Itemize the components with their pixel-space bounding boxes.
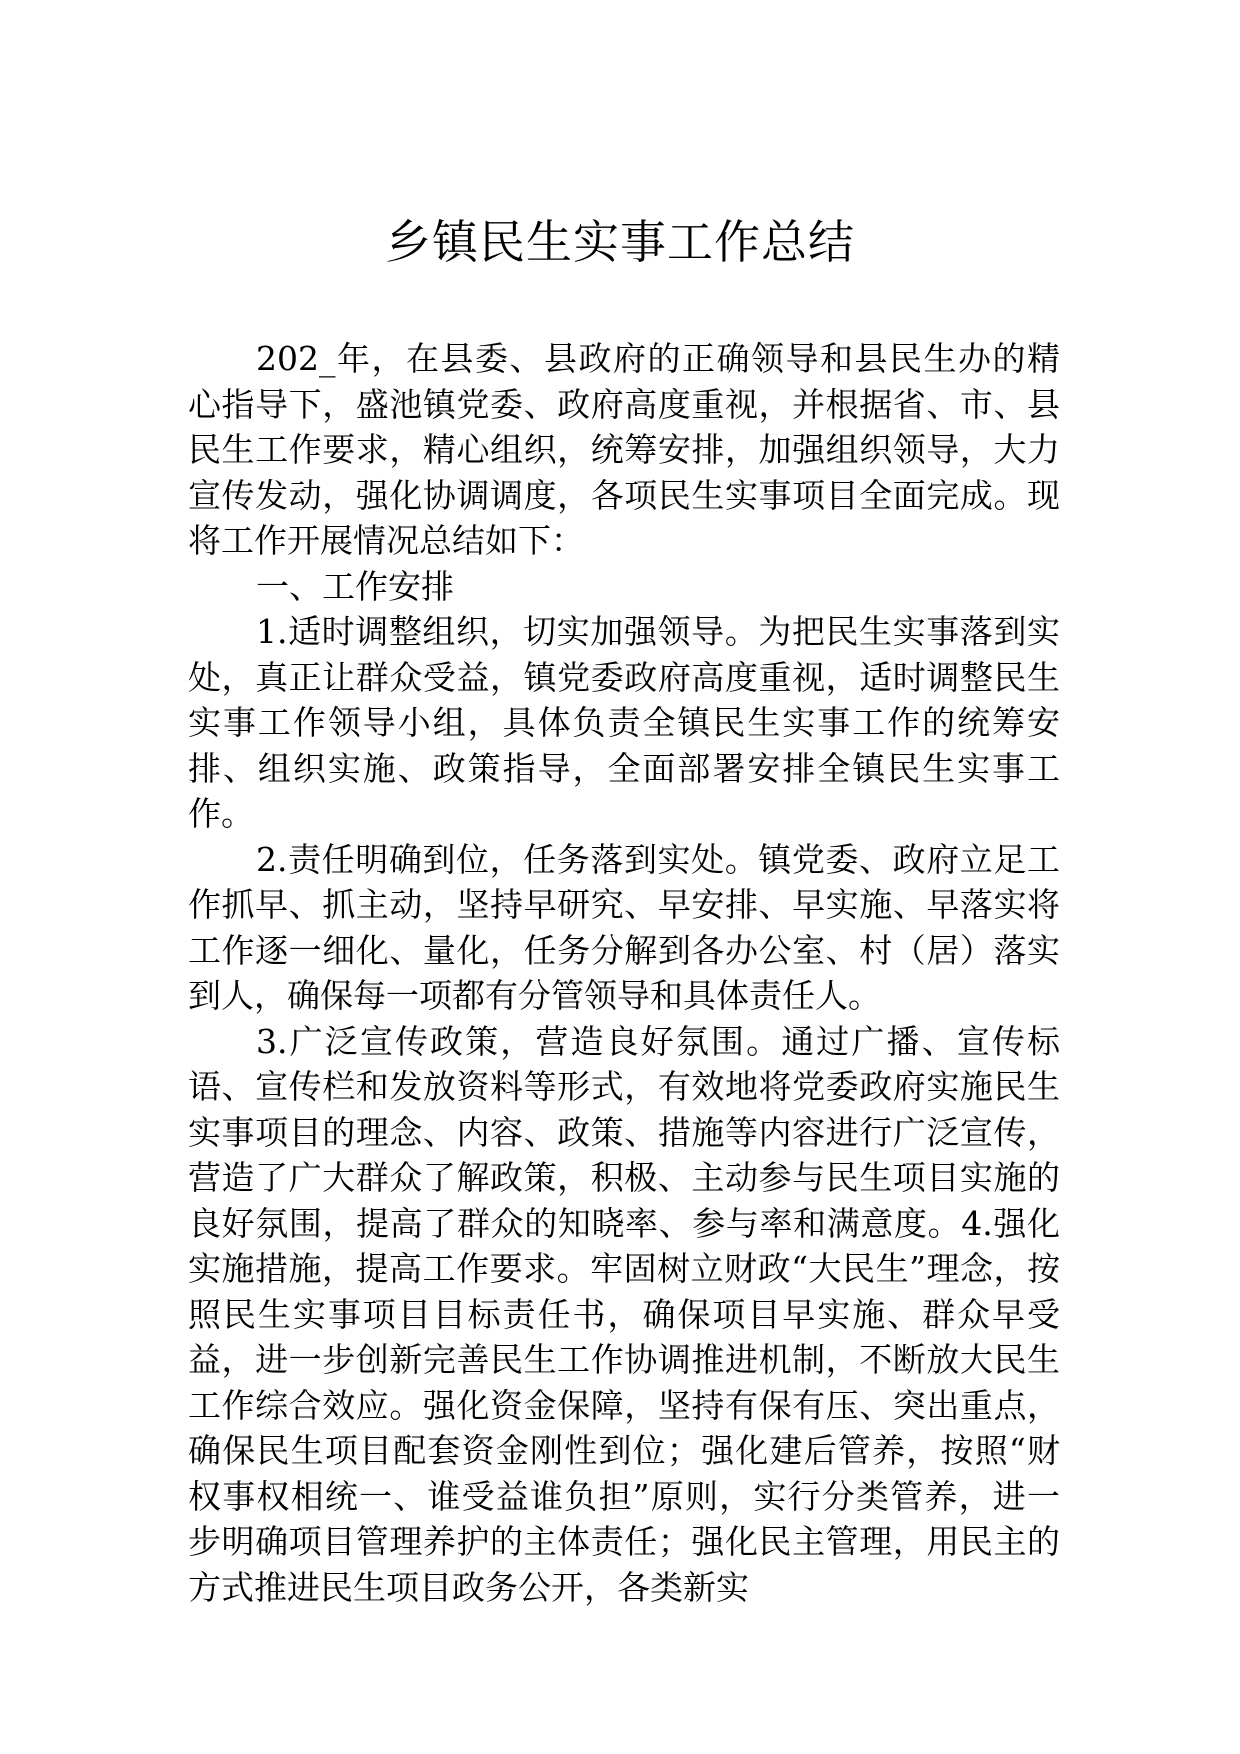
document-body — [188, 336, 1060, 1610]
paragraph-intro: 202_年，在县委、县政府的正确领导和县民生办的精心指导下，盛池镇党委、政府高度重视，并根据省、市、县民生工作要求，精心组织，统筹安排，加强组织领导，大力宣传发动，强化协调调度，各项民生实事项目全面完成。现将工作开展情况总结如下： — [188, 339, 1060, 560]
paragraph-item-3: 3.广泛宣传政策，营造良好氛围。通过广播、宣传标语、宣传栏和发放资料等形式，有效地将党委政府实施民生实事项目的理念、内容、政策、措施等内容进行广泛宣传，营造了广大群众了解政策，积极、主动参与民生项目实施的良好氛围，提高了群众的知晓率、参与率和满意度。4.强化实施措施，提高工作要求。牢固树立财政“大民生”理念，按照民生实事项目目标责任书，确保项目早实施、群众早受益，进一步创新完善民生工作协调推进机制，不断放大民生工作综合效应。强化资金保障，坚持有保有压、突出重点，确保民生项目配套资金刚性到位；强化建后管养，按照“财权事权相统一、谁受益谁负担”原则，实行分类管养，进一步明确项目管理养护的主体责任；强化民主管理，用民主的方式推进民生项目政务公开，各类新实 — [188, 1021, 1060, 1607]
document-title: 乡镇民生实事工作总结 — [385, 215, 855, 269]
paragraph-item-2: 2.责任明确到位，任务落到实处。镇党委、政府立足工作抓早、抓主动，坚持早研究、早安排、早实施、早落实将工作逐一细化、量化，任务分解到各办公室、村（居）落实到人，确保每一项都有分管领导和具体责任人。 — [188, 839, 1060, 1015]
section-heading-work-arrangement: 一、工作安排 — [256, 566, 454, 606]
paragraph-item-1: 1.适时调整组织，切实加强领导。为把民生实事落到实处，真正让群众受益，镇党委政府高度重视，适时调整民生实事工作领导小组，具体负责全镇民生实事工作的统筹安排、组织实施、政策指导，全面部署安排全镇民生实事工作。 — [188, 612, 1060, 833]
